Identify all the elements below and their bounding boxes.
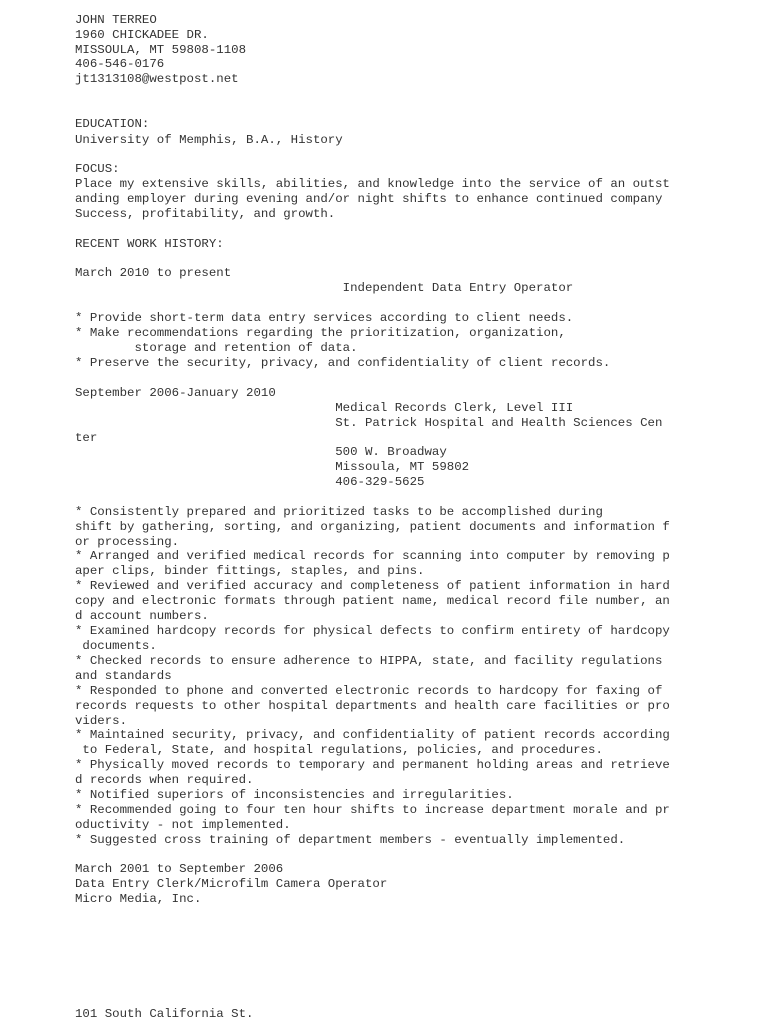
job2-bullet: * Checked records to ensure adherence to HIPPA, state, and facility regulations	[75, 654, 663, 668]
focus-heading: FOCUS:	[75, 162, 120, 176]
job1-bullet: * Preserve the security, privacy, and confidentiality of client records.	[75, 356, 611, 370]
job2-bullet: * Maintained security, privacy, and confidentiality of patient records according	[75, 728, 670, 742]
street-address: 1960 CHICKADEE DR.	[75, 28, 209, 42]
job2-bullet: * Responded to phone and converted electronic records to hardcopy for faxing of	[75, 684, 663, 698]
job2-bullet: or processing.	[75, 535, 180, 549]
job3-address: 101 South California St.	[75, 1007, 254, 1021]
job1-bullet: * Provide short-term data entry services according to client needs.	[75, 311, 574, 325]
email-address: jt1313108@westpost.net	[75, 72, 239, 86]
job2-bullet: and standards	[75, 669, 172, 683]
job2-bullet: * Recommended going to four ten hour shifts to increase department morale and pr	[75, 803, 670, 817]
job2-bullet: * Consistently prepared and prioritized tasks to be accomplished during	[75, 505, 603, 519]
job2-dates: September 2006-January 2010	[75, 386, 276, 400]
job2-bullet: * Physically moved records to temporary and permanent holding areas and retrieve	[75, 758, 670, 772]
job2-bullet: shift by gathering, sorting, and organizing, patient documents and information f	[75, 520, 670, 534]
job2-employer: St. Patrick Hospital and Health Sciences Cen	[75, 416, 663, 430]
job2-bullet: copy and electronic formats through patient name, medical record file number, an	[75, 594, 670, 608]
job2-bullet: records requests to other hospital departments and health care facilities or pro	[75, 699, 670, 713]
phone-number: 406-546-0176	[75, 57, 165, 71]
job2-bullet: * Examined hardcopy records for physical defects to confirm entirety of hardcopy	[75, 624, 670, 638]
job2-bullet: viders.	[75, 714, 128, 728]
job2-bullet: * Suggested cross training of department members - eventually implemented.	[75, 833, 626, 847]
job2-bullet: * Notified superiors of inconsistencies and irregularities.	[75, 788, 514, 802]
job2-bullet: d account numbers.	[75, 609, 209, 623]
job2-employer-wrap: ter	[75, 431, 98, 445]
job1-dates: March 2010 to present	[75, 266, 232, 280]
focus-line: Place my extensive skills, abilities, and knowledge into the service of an outst	[75, 177, 670, 191]
job3-company: Micro Media, Inc.	[75, 892, 202, 906]
job3-title: Data Entry Clerk/Microfilm Camera Operator	[75, 877, 388, 891]
job1-bullet: storage and retention of data.	[75, 341, 358, 355]
job2-bullet: to Federal, State, and hospital regulations, policies, and procedures.	[75, 743, 603, 757]
job2-phone: 406-329-5625	[75, 475, 425, 489]
job3-dates: March 2001 to September 2006	[75, 862, 284, 876]
education-heading: EDUCATION:	[75, 117, 150, 131]
job2-bullet: documents.	[75, 639, 157, 653]
job2-title: Medical Records Clerk, Level III	[75, 401, 574, 415]
job2-bullet: d records when required.	[75, 773, 254, 787]
applicant-name: JOHN TERREO	[75, 13, 157, 27]
city-state-zip: MISSOULA, MT 59808-1108	[75, 43, 247, 57]
focus-line: anding employer during evening and/or night shifts to enhance continued company	[75, 192, 663, 206]
job1-title: Independent Data Entry Operator	[75, 281, 574, 295]
focus-line: Success, profitability, and growth.	[75, 207, 336, 221]
job2-street: 500 W. Broadway	[75, 445, 447, 459]
education-detail: University of Memphis, B.A., History	[75, 133, 343, 147]
job2-bullet: * Reviewed and verified accuracy and completeness of patient information in hard	[75, 579, 670, 593]
work-history-heading: RECENT WORK HISTORY:	[75, 237, 224, 251]
job2-city: Missoula, MT 59802	[75, 460, 470, 474]
job2-bullet: aper clips, binder fittings, staples, and pins.	[75, 564, 425, 578]
job2-bullet: oductivity - not implemented.	[75, 818, 291, 832]
job2-bullet: * Arranged and verified medical records for scanning into computer by removing p	[75, 549, 670, 563]
job1-bullet: * Make recommendations regarding the prioritization, organization,	[75, 326, 566, 340]
